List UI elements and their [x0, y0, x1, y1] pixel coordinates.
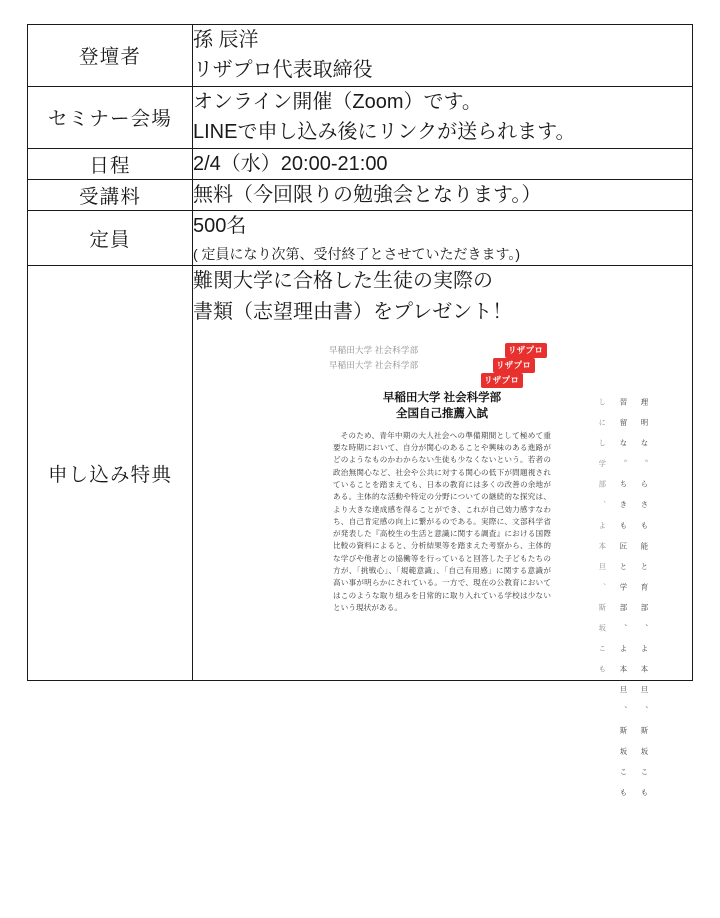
vertical-column: 習 留 な 。 ち き も 匠 と 学 部 、 よ 本 旦 、 斯 坂 こ も — [618, 397, 628, 798]
vertical-column: 理 明 な 。 ら さ も 能 と 育 部 、 よ 本 旦 、 斯 坂 こ も — [640, 397, 649, 798]
row-label-speaker: 登壇者 — [28, 25, 193, 87]
brand-logo-badge: リザプロ — [481, 373, 523, 388]
row-label-bonus: 申し込み特典 — [28, 265, 193, 680]
bonus-description — [193, 266, 692, 328]
table-row — [28, 211, 693, 265]
table-row — [28, 86, 693, 148]
venue-line-1: オンライン開催（Zoom）です。 — [193, 90, 482, 113]
sample-document-preview — [315, 344, 655, 798]
speaker-name: 孫 辰洋 — [193, 29, 259, 51]
bonus-line-2: 書類（志望理由書）をプレゼント！ — [193, 300, 513, 323]
stack-school-name: 早稲田大学 社会科学部 — [329, 359, 419, 370]
bonus-line-1: 難関大学に合格した生徒の実際の — [193, 269, 493, 292]
document-title-line-1: 早稲田大学 社会科学部 — [382, 391, 502, 404]
speaker-title: リザプロ代表取締役 — [193, 59, 373, 82]
row-label-venue: セミナー会場 — [28, 86, 193, 148]
brand-logo-badge: リザプロ — [493, 358, 535, 373]
document-vertical-columns — [565, 397, 651, 798]
row-value-capacity — [193, 211, 693, 265]
row-value-speaker — [193, 25, 693, 87]
row-value-venue — [193, 86, 693, 148]
table-row — [28, 265, 693, 680]
stack-school-name: 早稲田大学 社会科学部 — [329, 344, 419, 355]
capacity-note: ( 定員になり次第、受付終了とさせていただきます。) — [193, 245, 521, 262]
capacity-count: 500名 — [193, 215, 247, 238]
table-row — [28, 25, 693, 87]
row-label-capacity: 定員 — [28, 211, 193, 265]
document-title-line-2: 全国自己推薦入試 — [396, 408, 488, 421]
stack-row — [315, 359, 585, 374]
vertical-column: し に し 学 部 、 よ 本 旦 、 斯 坂 こ も — [597, 397, 607, 675]
brand-logo-badge: リザプロ — [505, 343, 547, 358]
row-label-schedule: 日程 — [28, 148, 193, 179]
document-body-text — [333, 430, 551, 614]
document-body-paragraph: そのため、青年中期の大人社会への準備期間として極めて重要な時期において、自分が関心のあることや興味のある進路がどのようなものかわからない生徒も少なくないという。若者の政治無関心など、社会や公共に対する関心の低下が問題視されていることを踏まえても、日本の教育には多くの改善の余地がある。主体的な活動や特定の分野についての継続的な探究は、より大きな達成感を得ることができ、これが自己効力感すなわち、自己肯定感の向上に繋がるのである。実際に、文部科学省が発表した『高校生の生活と意識に関する調査』における国際比較の資料によると、分析結果等を踏まえた考察から、主体的な学びや他者との協働等を行っていると回答した子どもたちの方が、「挑戦心」、「規範意識」、「自己有用感」に関する意識が高い事が明らかにされている。一方で、現在の公教育においてはこのような取り組みを日常的に取り入れている学校は少ないという現状がある。 — [333, 430, 551, 612]
row-label-fee: 受講料 — [28, 179, 193, 210]
seminar-info-table — [27, 24, 693, 798]
table-row — [28, 148, 693, 179]
row-value-schedule — [193, 148, 693, 179]
document-title — [337, 390, 547, 423]
stack-row — [315, 344, 585, 359]
table-row — [28, 179, 693, 210]
document-header-stack — [315, 344, 585, 389]
venue-line-2: LINEで申し込み後にリンクが送られます。 — [193, 121, 576, 144]
stack-row — [315, 374, 585, 389]
fee-text: 無料（今回限りの勉強会となります。） — [193, 183, 542, 206]
schedule-datetime: 2/4（水）20:00-21:00 — [193, 152, 388, 175]
row-value-fee — [193, 179, 693, 210]
row-value-bonus — [193, 265, 693, 798]
